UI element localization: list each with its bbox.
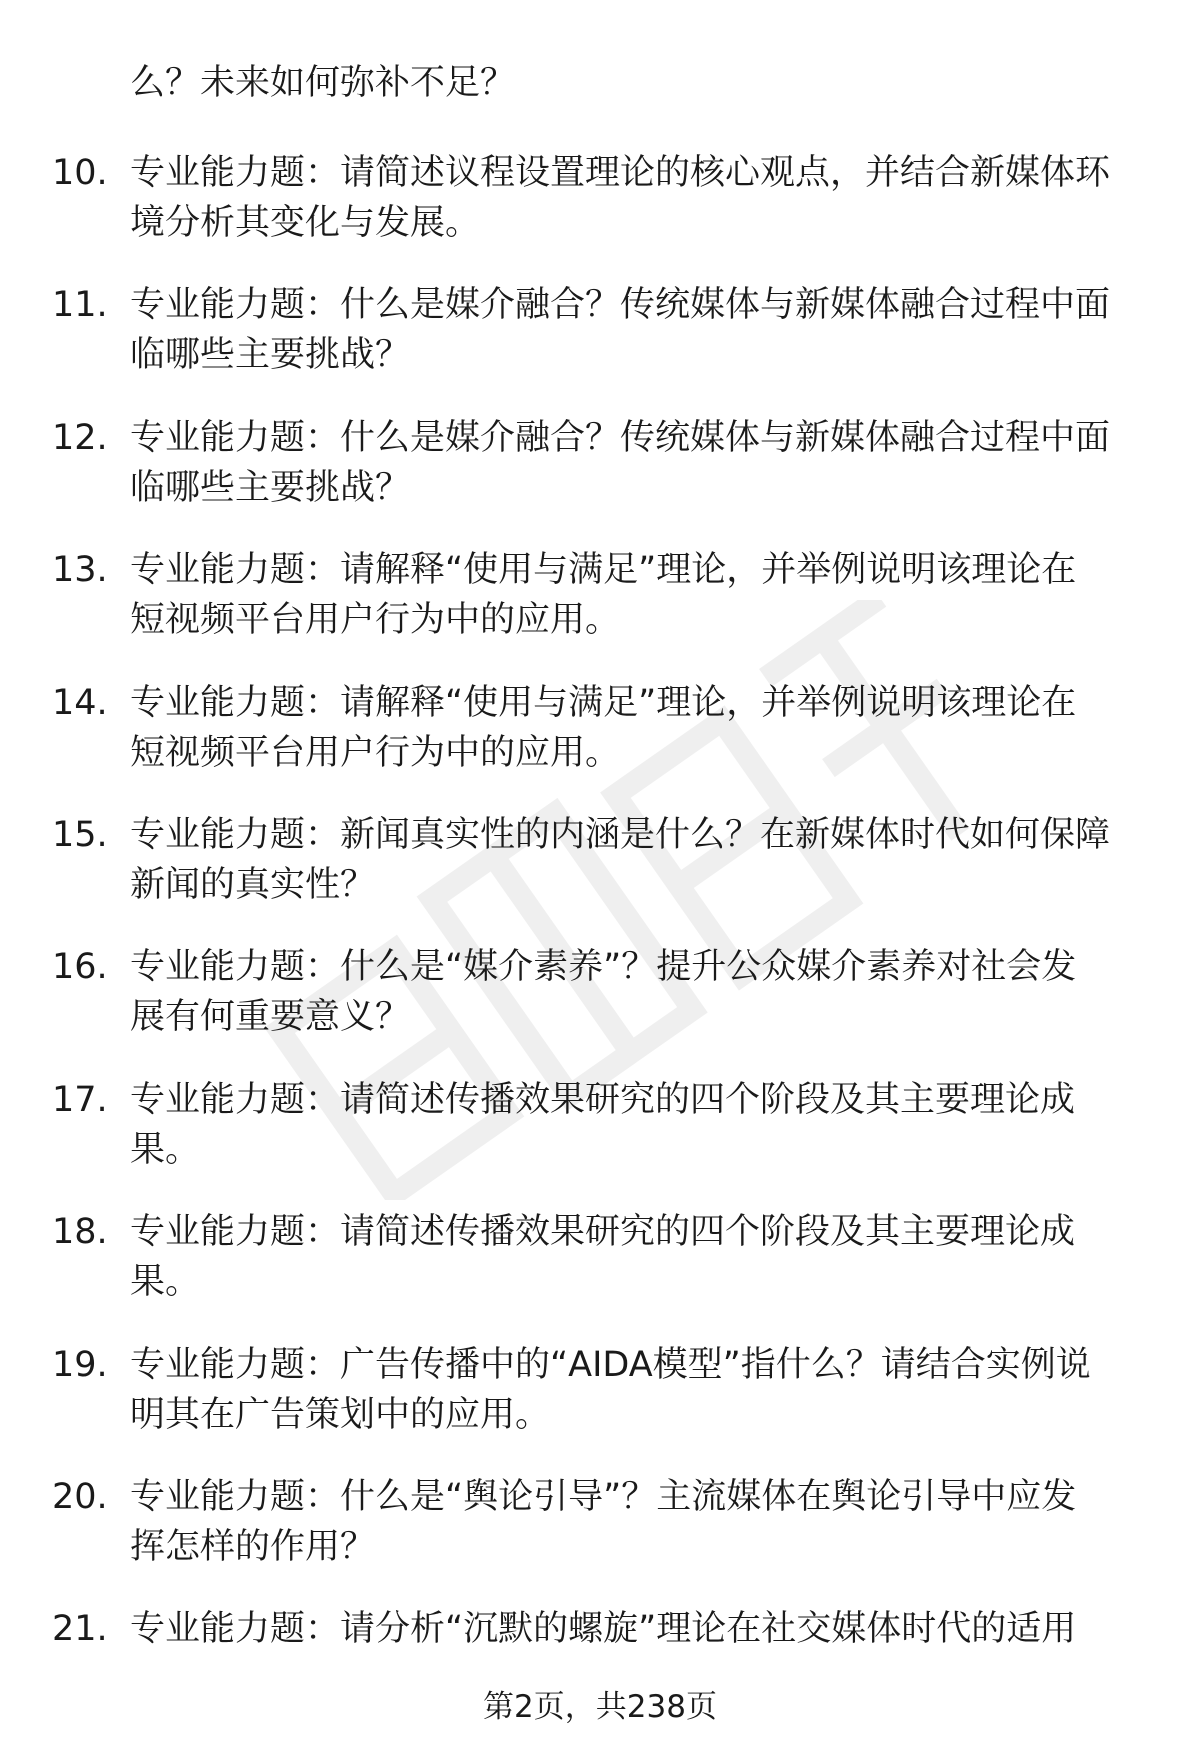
question-text — [130, 280, 1160, 380]
question-line: 挥怎样的作用？ — [130, 1526, 376, 1567]
question-text — [130, 1340, 1160, 1440]
question-number: 20. — [52, 1476, 108, 1517]
question-line: 专业能力题：什么是“媒介素养”？提升公众媒介素养对社会发 — [130, 947, 1077, 988]
question-line: 果。 — [130, 1129, 201, 1170]
question-line: 专业能力题：什么是媒介融合？传统媒体与新媒体融合过程中面 — [130, 417, 1111, 458]
question-number: 12. — [52, 417, 108, 458]
question-number: 16. — [52, 947, 108, 988]
question-line: 专业能力题：请解释“使用与满足”理论，并举例说明该理论在 — [130, 550, 1077, 591]
question-line: 境分析其变化与发展。 — [130, 203, 481, 243]
question-item — [0, 1075, 1200, 1207]
question-number: 10. — [52, 153, 108, 193]
question-text — [130, 148, 1160, 248]
question-text — [130, 1075, 1160, 1175]
question-item — [0, 1340, 1200, 1472]
question-line: 专业能力题：新闻真实性的内涵是什么？在新媒体时代如何保障 — [130, 814, 1111, 855]
question-item — [0, 810, 1200, 942]
question-number: 19. — [52, 1344, 108, 1385]
question-text — [130, 1604, 1160, 1654]
question-line: 短视频平台用户行为中的应用。 — [130, 732, 621, 773]
question-number: 17. — [52, 1079, 108, 1120]
question-number: 18. — [52, 1212, 108, 1253]
question-item — [0, 1472, 1200, 1604]
question-number: 14. — [52, 682, 108, 723]
question-number: 21. — [52, 1609, 108, 1650]
question-item — [0, 678, 1200, 810]
question-text — [130, 413, 1160, 513]
question-line: 专业能力题：请解释“使用与满足”理论，并举例说明该理论在 — [130, 682, 1077, 723]
question-line: 临哪些主要挑战？ — [130, 467, 411, 508]
question-text — [130, 678, 1160, 778]
question-line: 果。 — [130, 1262, 201, 1303]
question-text — [130, 942, 1160, 1042]
question-item — [0, 148, 1200, 280]
question-number: 15. — [52, 814, 108, 855]
question-number: 13. — [52, 550, 108, 591]
question-line: 展有何重要意义？ — [130, 997, 411, 1038]
question-item — [0, 413, 1200, 545]
question-text — [130, 810, 1160, 910]
question-text — [130, 545, 1160, 645]
question-line: 专业能力题：请简述传播效果研究的四个阶段及其主要理论成 — [130, 1079, 1076, 1120]
question-line: 短视频平台用户行为中的应用。 — [130, 600, 621, 641]
question-item — [0, 280, 1200, 412]
question-item — [0, 545, 1200, 677]
question-text — [130, 1472, 1160, 1572]
continuation-text: 么？未来如何弥补不足？ — [130, 63, 516, 103]
question-line: 专业能力题：请简述传播效果研究的四个阶段及其主要理论成 — [130, 1212, 1076, 1253]
page-footer: 第2页，共238页 — [483, 1689, 717, 1725]
question-item — [0, 942, 1200, 1074]
question-number: 11. — [52, 285, 108, 326]
question-line: 新闻的真实性？ — [130, 864, 376, 905]
question-list — [0, 148, 1200, 1737]
question-line: 专业能力题：什么是媒介融合？传统媒体与新媒体融合过程中面 — [130, 285, 1111, 326]
question-line: 专业能力题：广告传播中的“AIDA模型”指什么？请结合实例说 — [130, 1344, 1091, 1385]
question-item — [0, 1207, 1200, 1339]
question-line: 专业能力题：请分析“沉默的螺旋”理论在社交媒体时代的适用 — [130, 1609, 1077, 1650]
question-line: 临哪些主要挑战？ — [130, 335, 411, 376]
question-text — [130, 1207, 1160, 1307]
question-line: 专业能力题：什么是“舆论引导”？主流媒体在舆论引导中应发 — [130, 1476, 1077, 1517]
question-line: 明其在广告策划中的应用。 — [130, 1394, 551, 1435]
question-line: 专业能力题：请简述议程设置理论的核心观点，并结合新媒体环 — [130, 153, 1111, 193]
